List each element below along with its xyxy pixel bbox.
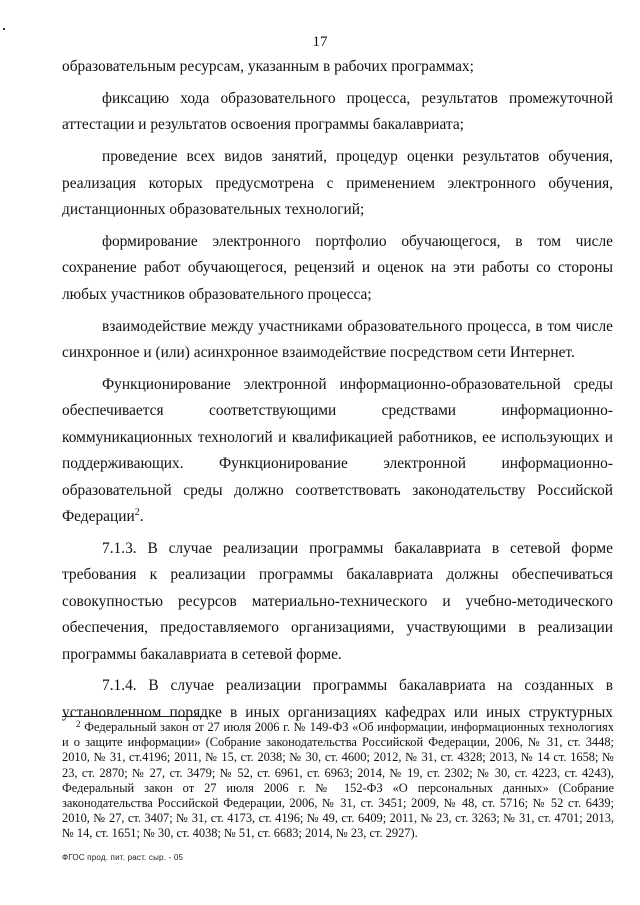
paragraph-6 [62, 372, 613, 530]
page-number: 17 [312, 34, 328, 50]
body-text [62, 54, 613, 732]
footnote [62, 720, 614, 842]
footnote-marker: 2 [76, 719, 81, 729]
paragraph-7: 7.1.3. В случае реализации программы бакалавриата в сетевой форме требования к реализации программы бакалавриата должны обеспечиваться совокупностью ресурсов материально-технического и учебно-методического обеспечения, предоставляемого организациями, участвующими в реализации программы бакалавриата в сетевой форме. [62, 539, 613, 663]
scan-speck [3, 28, 5, 30]
paragraph-2: фиксацию хода образовательного процесса, результатов промежуточной аттестации и результатов освоения программы бакалавриата; [62, 89, 613, 134]
paragraph-6-text: Функционирование электронной информационно-образовательной среды обеспечивается соответствующими средствами информационно-коммуникационных технологий и квалификацией работников, ее использующих и поддерживающих. Функционирование электронной информационно-образовательной среды должно соответствовать законодательству Российской Федерации [62, 375, 613, 525]
footnote-separator [62, 716, 208, 717]
paragraph-3: проведение всех видов занятий, процедур оценки результатов обучения, реализация которых предусмотрена с применением электронного обучения, дистанционных образовательных технологий; [62, 148, 613, 219]
paragraph-4: формирование электронного портфолио обучающегося, в том числе сохранение работ обучающегося, рецензий и оценок на эти работы со стороны любых участников образовательного процесса; [62, 232, 613, 303]
paragraph-6-end: . [139, 508, 144, 525]
paragraph-8: 7.1.4. В случае реализации программы бакалавриата на созданных в установленном порядке в иных организациях кафедрах или иных структурных [62, 677, 613, 721]
paragraph-1: образовательным ресурсам, указанным в рабочих программах; [62, 58, 474, 75]
footer-code: ФГОС прод. пит. раст. сыр. - 05 [62, 853, 184, 862]
paragraph-5: взаимодействие между участниками образовательного процесса, в том числе синхронное и (или) асинхронное взаимодействие посредством сети Интернет. [62, 317, 613, 362]
footnote-text: Федеральный закон от 27 июля 2006 г. № 149-ФЗ «Об информации, информационных технологиях и о защите информации» (Собрание законодательства Российской Федерации, 2006, № 31, ст. 3448; 2010, № 31, ст.4196; 2011, № 15, ст. 2038; № 30, ст. 4600; 2012, № 31, ст. 4328; 2013, № 14 ст. 1658; № 23, ст. 2870; № 27, ст. 3479; № 52, ст. 6961, ст. 6963; 2014, № 19, ст. 2302; № 30, ст. 4223, ст. 4243), Федеральный закон от 27 июля 2006 г. № 152-ФЗ «О персональных данных» (Собрание законодательства Российской Федерации, 2006, № 31, ст. 3451; 2009, № 48, ст. 5716; № 52 ст. 6439; 2010, № 27, ст. 3407; № 31, ст. 4173, ст. 4196; № 49, ст. 6409; 2011, № 23, ст. 3263; № 31, ст. 4701; 2013, № 14, ст. 1651; № 30, ст. 4038; № 51, ст. 6683; 2014, № 23, ст. 2927). [62, 720, 614, 841]
footnote-reference: 2 [134, 507, 140, 518]
